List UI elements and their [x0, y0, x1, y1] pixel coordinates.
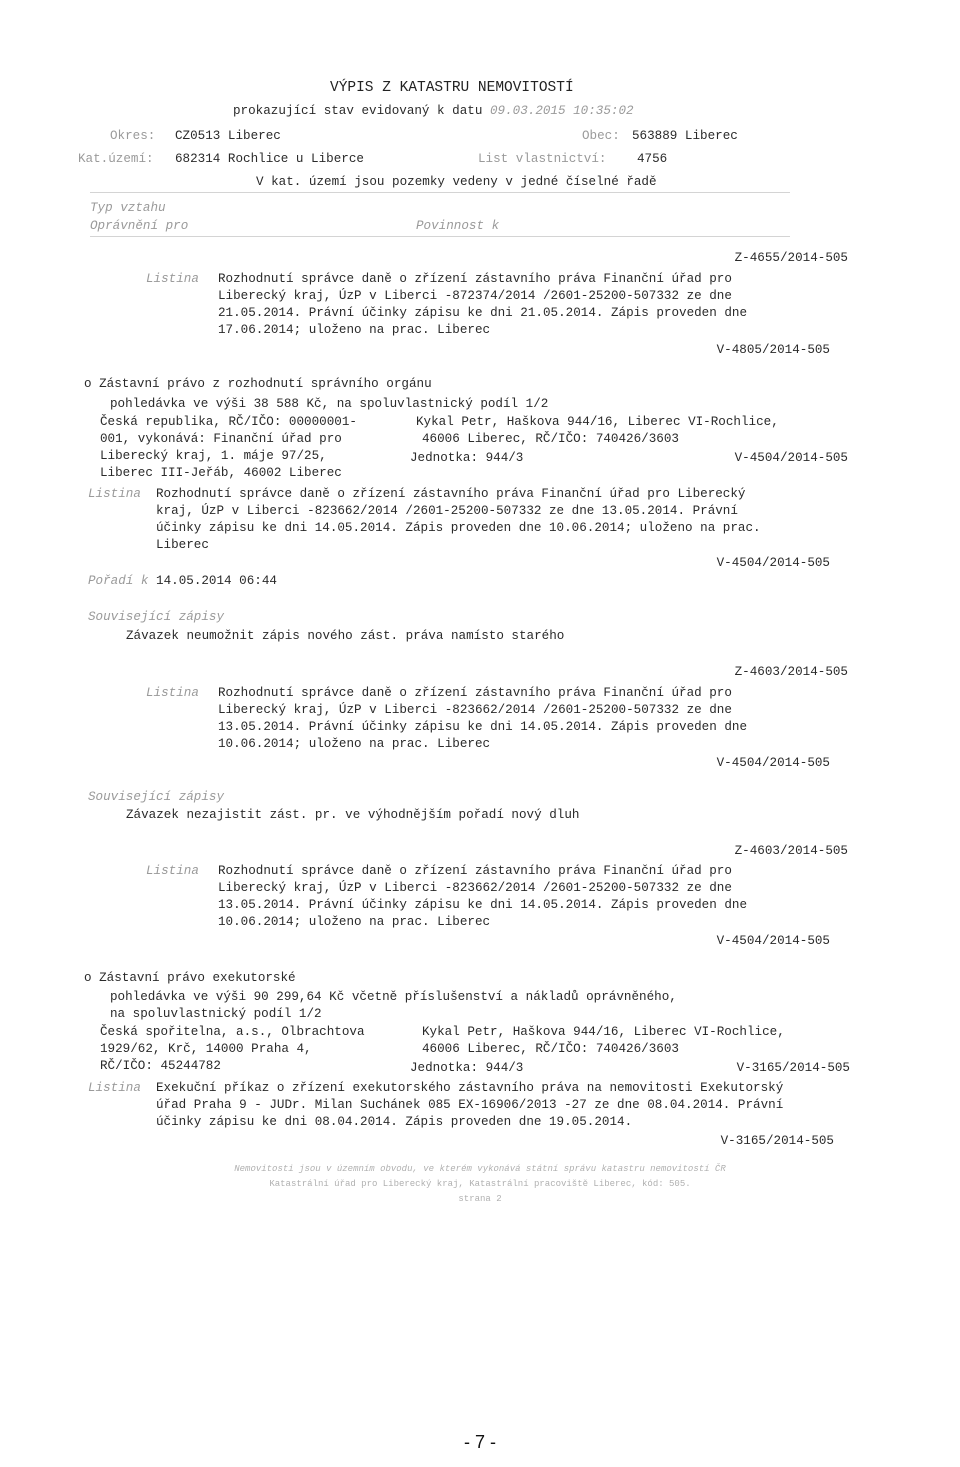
page-number: - 7 -: [463, 1432, 496, 1452]
lien1-claim: pohledávka ve výši 38 588 Kč, na spoluvlastnický podíl 1/2: [110, 397, 549, 411]
obec-value: 563889 Liberec: [632, 129, 738, 143]
subtitle-date: 09.03.2015 10:35:02: [489, 104, 634, 118]
lien1-unit: Jednotka: 944/3: [410, 451, 524, 465]
lien1-title: o Zástavní právo z rozhodnutí správního orgánu: [84, 377, 432, 391]
lien1-creditor-line3: Liberecký kraj, 1. máje 97/25,: [100, 449, 327, 463]
lien2-ref-bottom: V-3165/2014-505: [720, 1134, 834, 1148]
lien1-creditor-line2: 001, vykonává: Finanční úřad pro: [100, 432, 342, 446]
listina-label: Listina: [146, 686, 199, 700]
okres-value: CZ0513 Liberec: [175, 129, 281, 143]
subtitle: [233, 103, 634, 120]
poradi-label: Pořadí k: [88, 574, 149, 588]
subtitle-prefix: prokazující stav evidovaný k datu: [233, 104, 483, 118]
columns-divider: [90, 236, 790, 237]
col-povinnost-k: Povinnost k: [416, 219, 500, 233]
related1-line2: Liberecký kraj, ÚzP v Liberci -823662/2014 /2601-25200-507332 ze dne: [218, 703, 732, 717]
listina-label: Listina: [146, 272, 199, 286]
related2-ref-top: Z-4603/2014-505: [734, 844, 848, 858]
lien2-claim-line2: na spoluvlastnický podíl 1/2: [110, 1007, 322, 1021]
related2-ref-bottom: V-4504/2014-505: [716, 934, 830, 948]
poradi-row: [88, 573, 277, 590]
lien2-unit: Jednotka: 944/3: [410, 1061, 524, 1075]
related1-line3: 13.05.2014. Právní účinky zápisu ke dni 14.05.2014. Zápis proveden dne: [218, 720, 748, 734]
block2-line2: kraj, ÚzP v Liberci -823662/2014 /2601-25200-507332 ze dne 13.05.2014. Právní: [156, 504, 738, 518]
related2-line1: Rozhodnutí správce daně o zřízení zástavního práva Finanční úřad pro: [218, 864, 732, 878]
lien2-title: o Zástavní právo exekutorské: [84, 971, 296, 985]
lien1-creditor-line4: Liberec III-Jeřáb, 46002 Liberec: [100, 466, 342, 480]
lien2-creditor-line1: Česká spořitelna, a.s., Olbrachtova: [100, 1025, 365, 1039]
lien2-creditor-line2: 1929/62, Krč, 14000 Praha 4,: [100, 1042, 312, 1056]
lien1-ref: V-4504/2014-505: [734, 451, 848, 465]
listina-label: Listina: [146, 864, 199, 878]
header-divider: [90, 192, 790, 193]
related1-line1: Rozhodnutí správce daně o zřízení zástavního práva Finanční úřad pro: [218, 686, 732, 700]
block1-ref-top: Z-4655/2014-505: [734, 251, 848, 265]
lien2-creditor-line3: RČ/IČO: 45244782: [100, 1059, 221, 1073]
related2-line3: 13.05.2014. Právní účinky zápisu ke dni 14.05.2014. Zápis proveden dne: [218, 898, 748, 912]
poradi-value: 14.05.2014 06:44: [156, 574, 277, 588]
footer-page: strana 2: [458, 1194, 502, 1204]
related1-ref-bottom: V-4504/2014-505: [716, 756, 830, 770]
document-title: VÝPIS Z KATASTRU NEMOVITOSTÍ: [330, 80, 574, 96]
footer-line2: Katastrální úřad pro Liberecký kraj, Katastrální pracoviště Liberec, kód: 505.: [269, 1179, 691, 1189]
related2-text: Závazek nezajistit zást. pr. ve výhodnějším pořadí nový dluh: [126, 808, 580, 822]
listina-label: Listina: [88, 487, 141, 501]
lv-label: List vlastnictví:: [478, 152, 607, 166]
block1-line3: 21.05.2014. Právní účinky zápisu ke dni 21.05.2014. Zápis proveden dne: [218, 306, 748, 320]
lien2-ref: V-3165/2014-505: [736, 1061, 850, 1075]
lien1-debtor-line1: Kykal Petr, Haškova 944/16, Liberec VI-Rochlice,: [416, 415, 779, 429]
footer-line1: Nemovitosti jsou v územním obvodu, ve kterém vykonává státní správu katastru nemovitostí ČR: [234, 1164, 726, 1174]
katuzemi-label: Kat.území:: [78, 152, 154, 166]
lien2-claim-line1: pohledávka ve výši 90 299,64 Kč včetně příslušenství a nákladů oprávněného,: [110, 990, 677, 1004]
block1-line1: Rozhodnutí správce daně o zřízení zástavního práva Finanční úřad pro: [218, 272, 732, 286]
related2-line2: Liberecký kraj, ÚzP v Liberci -823662/2014 /2601-25200-507332 ze dne: [218, 881, 732, 895]
lien1-creditor-line1: Česká republika, RČ/IČO: 00000001-: [100, 415, 357, 429]
lv-value: 4756: [637, 152, 668, 166]
related1-line4: 10.06.2014; uloženo na prac. Liberec: [218, 737, 491, 751]
block2-line3: účinky zápisu ke dni 14.05.2014. Zápis proveden dne 10.06.2014; uloženo na prac.: [156, 521, 761, 535]
block2-line4: Liberec: [156, 538, 209, 552]
related2-line4: 10.06.2014; uloženo na prac. Liberec: [218, 915, 491, 929]
block1-ref-bottom: V-4805/2014-505: [716, 343, 830, 357]
block2-ref: V-4504/2014-505: [716, 556, 830, 570]
lien1-debtor-line2: 46006 Liberec, RČ/IČO: 740426/3603: [422, 432, 679, 446]
okres-label: Okres:: [110, 129, 156, 143]
katuzemi-value: 682314 Rochlice u Liberce: [175, 152, 364, 166]
lien2-deed-line1: Exekuční příkaz o zřízení exekutorského zástavního práva na nemovitosti Exekutorský: [156, 1081, 784, 1095]
lien2-debtor-line1: Kykal Petr, Haškova 944/16, Liberec VI-Rochlice,: [422, 1025, 785, 1039]
col-typ-vztahu: Typ vztahu: [90, 201, 166, 215]
related1-ref-top: Z-4603/2014-505: [734, 665, 848, 679]
lien2-deed-line2: úřad Praha 9 - JUDr. Milan Suchánek 085 EX-16906/2013 -27 ze dne 08.04.2014. Právní: [156, 1098, 784, 1112]
block2-line1: Rozhodnutí správce daně o zřízení zástavního práva Finanční úřad pro Liberecký: [156, 487, 746, 501]
col-opravneni-pro: Oprávnění pro: [90, 219, 189, 233]
numbering-note: V kat. území jsou pozemky vedeny v jedné číselné řadě: [256, 175, 657, 189]
related1-text: Závazek neumožnit zápis nového zást. práva namísto starého: [126, 629, 565, 643]
related-label: Související zápisy: [88, 610, 225, 624]
listina-label: Listina: [88, 1081, 141, 1095]
lien2-debtor-line2: 46006 Liberec, RČ/IČO: 740426/3603: [422, 1042, 679, 1056]
lien2-deed-line3: účinky zápisu ke dni 08.04.2014. Zápis proveden dne 19.05.2014.: [156, 1115, 633, 1129]
related-label: Související zápisy: [88, 790, 225, 804]
block1-line2: Liberecký kraj, ÚzP v Liberci -872374/2014 /2601-25200-507332 ze dne: [218, 289, 732, 303]
block1-line4: 17.06.2014; uloženo na prac. Liberec: [218, 323, 491, 337]
obec-label: Obec:: [582, 129, 620, 143]
